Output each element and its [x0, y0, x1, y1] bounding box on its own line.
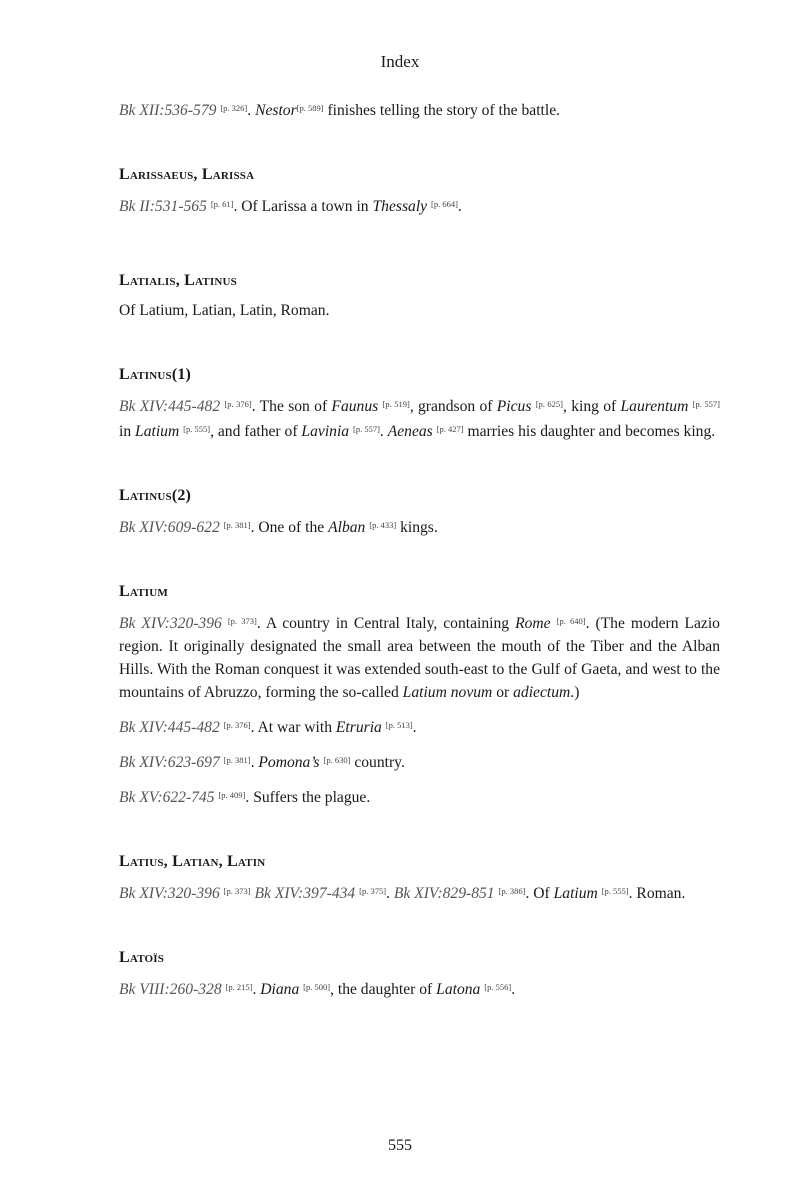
page-reference[interactable]: [p. 409] [218, 790, 246, 800]
page-reference[interactable]: [p. 381] [223, 755, 251, 765]
name-link[interactable]: Aeneas [387, 423, 433, 440]
book-reference[interactable]: Bk XIV:623-697 [119, 754, 220, 771]
index-content [119, 97, 720, 1001]
book-reference[interactable]: Bk XIV:445-482 [119, 398, 221, 415]
entry-text: Bk XIV:320-396 [p. 373]. A country in Central Italy, containing Rome [p. 640]. (The modern Lazio region. It originally designated the small area between the mouth of the Tiber and the Alban Hills. With the Roman conquest it was extended south-east to the Gulf of Gaeta, and west to the mountains of Abruzzo, forming the so-called Latium novum or adiectum.) [119, 615, 720, 701]
page-reference[interactable]: [p. 640] [556, 616, 586, 626]
book-reference[interactable]: Bk XIV:397-434 [254, 885, 356, 902]
entry-heading: Latialis, Latinus [119, 272, 237, 289]
page-reference[interactable]: [p. 625] [535, 399, 564, 409]
book-reference[interactable]: Bk XIV:445-482 [119, 719, 220, 736]
name-link[interactable]: Alban [328, 519, 366, 536]
entry-text: Bk XIV:445-482 [p. 376]. At war with Etruria [p. 513]. [119, 719, 417, 736]
entry-text: Of Latium, Latian, Latin, Roman. [119, 302, 330, 319]
page-reference[interactable]: [p. 433] [369, 520, 397, 530]
entry-heading: Latium [119, 583, 168, 600]
entry-heading: Larissaeus, Larissa [119, 166, 255, 183]
entry-text: Bk XIV:609-622 [p. 381]. One of the Alban [p. 433] kings. [119, 519, 438, 536]
book-reference[interactable]: Bk XV:622-745 [119, 789, 215, 806]
book-reference[interactable]: Bk VIII:260-328 [119, 981, 222, 998]
entry-heading: Latinus(1) [119, 366, 192, 383]
page-reference[interactable]: [p. 373] [227, 616, 257, 626]
book-reference[interactable]: Bk XIV:320-396 [119, 885, 220, 902]
book-reference[interactable]: Bk XIV:609-622 [119, 519, 220, 536]
page-reference[interactable]: [p. 61] [210, 199, 234, 209]
page-reference[interactable]: [p. 427] [436, 424, 464, 434]
name-link[interactable]: Latium [553, 885, 598, 902]
entry-text: Bk XIV:623-697 [p. 381]. Pomona’s [p. 630] country. [119, 754, 405, 771]
entry-heading: Latoïs [119, 949, 165, 966]
name-link[interactable]: Rome [515, 615, 551, 632]
entry-text: Bk II:531-565 [p. 61]. Of Larissa a town in Thessaly [p. 664]. [119, 198, 462, 215]
page-reference[interactable]: [p. 555] [601, 886, 629, 896]
running-header: Index [380, 52, 420, 71]
entry-heading: Latius, Latian, Latin [119, 853, 266, 870]
book-reference[interactable]: Bk II:531-565 [119, 198, 207, 215]
page-reference[interactable]: [p. 373] [223, 886, 251, 896]
page-reference[interactable]: [p. 386] [498, 886, 526, 896]
name-link[interactable]: Lavinia [301, 423, 350, 440]
italic-term: Latium novum [402, 684, 493, 701]
name-link[interactable]: Latium [135, 423, 180, 440]
name-link[interactable]: Diana [260, 981, 300, 998]
page-reference[interactable]: [p. 381] [223, 520, 251, 530]
entry-text: Bk XIV:445-482 [p. 376]. The son of Faunus [p. 519], grandson of Picus [p. 625], king of Laurentum [p. 557] in Latium [p. 555], and father of Lavinia [p. 557]. Aeneas [p. 427] marries his daughter and becomes king. [119, 398, 720, 440]
book-reference[interactable]: Bk XII:536-579 [119, 102, 217, 119]
page-reference[interactable]: [p. 557] [352, 424, 380, 434]
name-link[interactable]: Thessaly [372, 198, 428, 215]
entry-text: Bk XV:622-745 [p. 409]. Suffers the plague. [119, 789, 371, 806]
name-link[interactable]: Faunus [331, 398, 379, 415]
page-reference[interactable]: [p. 557] [692, 399, 720, 409]
name-link[interactable]: Latona [436, 981, 481, 998]
page-reference[interactable]: [p. 215] [225, 982, 253, 992]
name-link[interactable]: Etruria [335, 719, 382, 736]
page-reference[interactable]: [p. 630] [323, 755, 351, 765]
entry-heading: Latinus(2) [119, 487, 192, 504]
name-link[interactable]: Nestor [255, 102, 297, 119]
page-reference[interactable]: [p. 556] [484, 982, 512, 992]
page-number: 555 [388, 1137, 412, 1154]
book-reference[interactable]: Bk XIV:829-851 [393, 885, 495, 902]
entry-continuation: Bk XII:536-579 [p. 326]. Nestor[p. 589] finishes telling the story of the battle. [119, 102, 561, 119]
page-reference[interactable]: [p. 589] [296, 103, 324, 113]
page-reference[interactable]: [p. 500] [303, 982, 331, 992]
name-link[interactable]: Pomona’s [258, 754, 320, 771]
page-reference[interactable]: [p. 519] [382, 399, 410, 409]
page-reference[interactable]: [p. 376] [224, 399, 252, 409]
name-link[interactable]: Laurentum [620, 398, 689, 415]
book-reference[interactable]: Bk XIV:320-396 [119, 615, 222, 632]
page-reference[interactable]: [p. 664] [430, 199, 458, 209]
page-reference[interactable]: [p. 513] [385, 720, 413, 730]
page-reference[interactable]: [p. 326] [220, 103, 248, 113]
italic-term: adiectum [513, 684, 571, 701]
page-reference[interactable]: [p. 375] [359, 886, 387, 896]
page-reference[interactable]: [p. 555] [183, 424, 211, 434]
name-link[interactable]: Picus [496, 398, 532, 415]
entry-text: Bk VIII:260-328 [p. 215]. Diana [p. 500], the daughter of Latona [p. 556]. [119, 981, 516, 998]
page-reference[interactable]: [p. 376] [223, 720, 251, 730]
entry-text: Bk XIV:320-396 [p. 373] Bk XIV:397-434 [p. 375]. Bk XIV:829-851 [p. 386]. Of Latium [p. 555]. Roman. [119, 885, 686, 902]
